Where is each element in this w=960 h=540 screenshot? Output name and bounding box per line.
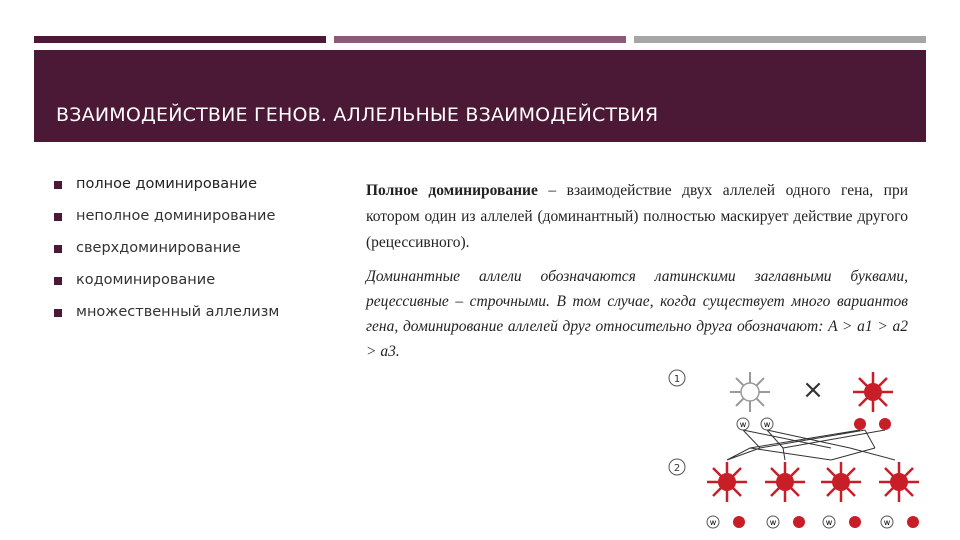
svg-text:w: w: [763, 420, 771, 429]
svg-text:w: w: [883, 518, 891, 527]
slide-title: ВЗАИМОДЕЙСТВИЕ ГЕНОВ. АЛЛЕЛЬНЫЕ ВЗАИМОДЕЙСТВИЯ: [56, 104, 659, 126]
parent-gamete-red: [854, 418, 866, 430]
bullet-list: [54, 176, 354, 336]
cross-lines: [727, 430, 895, 460]
definition-text: – взаимодействие двух аллелей одного гена, при котором один из аллелей (доминантный) полностью маскирует действие другого (рецессивного).: [366, 182, 908, 251]
offspring-star: [765, 462, 805, 502]
cross-icon: ×: [802, 375, 824, 405]
inheritance-diagram: [655, 360, 925, 532]
bullet-text: сверхдоминирование: [76, 240, 241, 256]
top-accent-bar-grey: [634, 36, 926, 43]
svg-text:w: w: [825, 518, 833, 527]
svg-text:2: 2: [673, 463, 681, 474]
bullet-text: множественный аллелизм: [76, 304, 280, 320]
offspring-star: [707, 462, 747, 502]
bullet-square-icon: [54, 213, 62, 221]
parent-gamete-w: [761, 418, 773, 430]
top-accent-bar-dark: [34, 36, 326, 43]
offspring-gametes: [707, 516, 919, 528]
bullet-square-icon: [54, 245, 62, 253]
notation-paragraph: Доминантные аллели обозначаются латинскими заглавными буквами, рецессивные – строчными. В том случае, когда существует много вариантов гена, доминирование аллелей друг относительно друга обозначают: A > a1 > a2 > a3.: [366, 268, 908, 360]
generation-label-2: [669, 459, 685, 475]
bullet-square-icon: [54, 309, 62, 317]
bullet-text: полное доминирование: [76, 176, 257, 192]
bullet-item: [54, 272, 354, 304]
offspring-star: [821, 462, 861, 502]
bullet-item: [54, 304, 354, 336]
bullet-item: [54, 208, 354, 240]
bullet-text: кодоминирование: [76, 272, 216, 288]
title-band: [34, 50, 926, 142]
bullet-text: неполное доминирование: [76, 208, 276, 224]
white-star-parent: [730, 372, 770, 412]
generation-label-1: [669, 370, 685, 386]
parent-gamete-w: [737, 418, 749, 430]
top-accent-bar-mid: [334, 36, 626, 43]
svg-text:1: 1: [673, 374, 681, 385]
parent-gamete-red: [879, 418, 891, 430]
definition-paragraph: [366, 178, 908, 256]
bullet-square-icon: [54, 181, 62, 189]
bullet-item: [54, 176, 354, 208]
svg-text:w: w: [739, 420, 747, 429]
red-star-parent: [853, 372, 893, 412]
definition-term: Полное доминирование: [366, 182, 538, 199]
bullet-square-icon: [54, 277, 62, 285]
bullet-item: [54, 240, 354, 272]
svg-text:w: w: [769, 518, 777, 527]
offspring-star: [879, 462, 919, 502]
svg-text:w: w: [709, 518, 717, 527]
